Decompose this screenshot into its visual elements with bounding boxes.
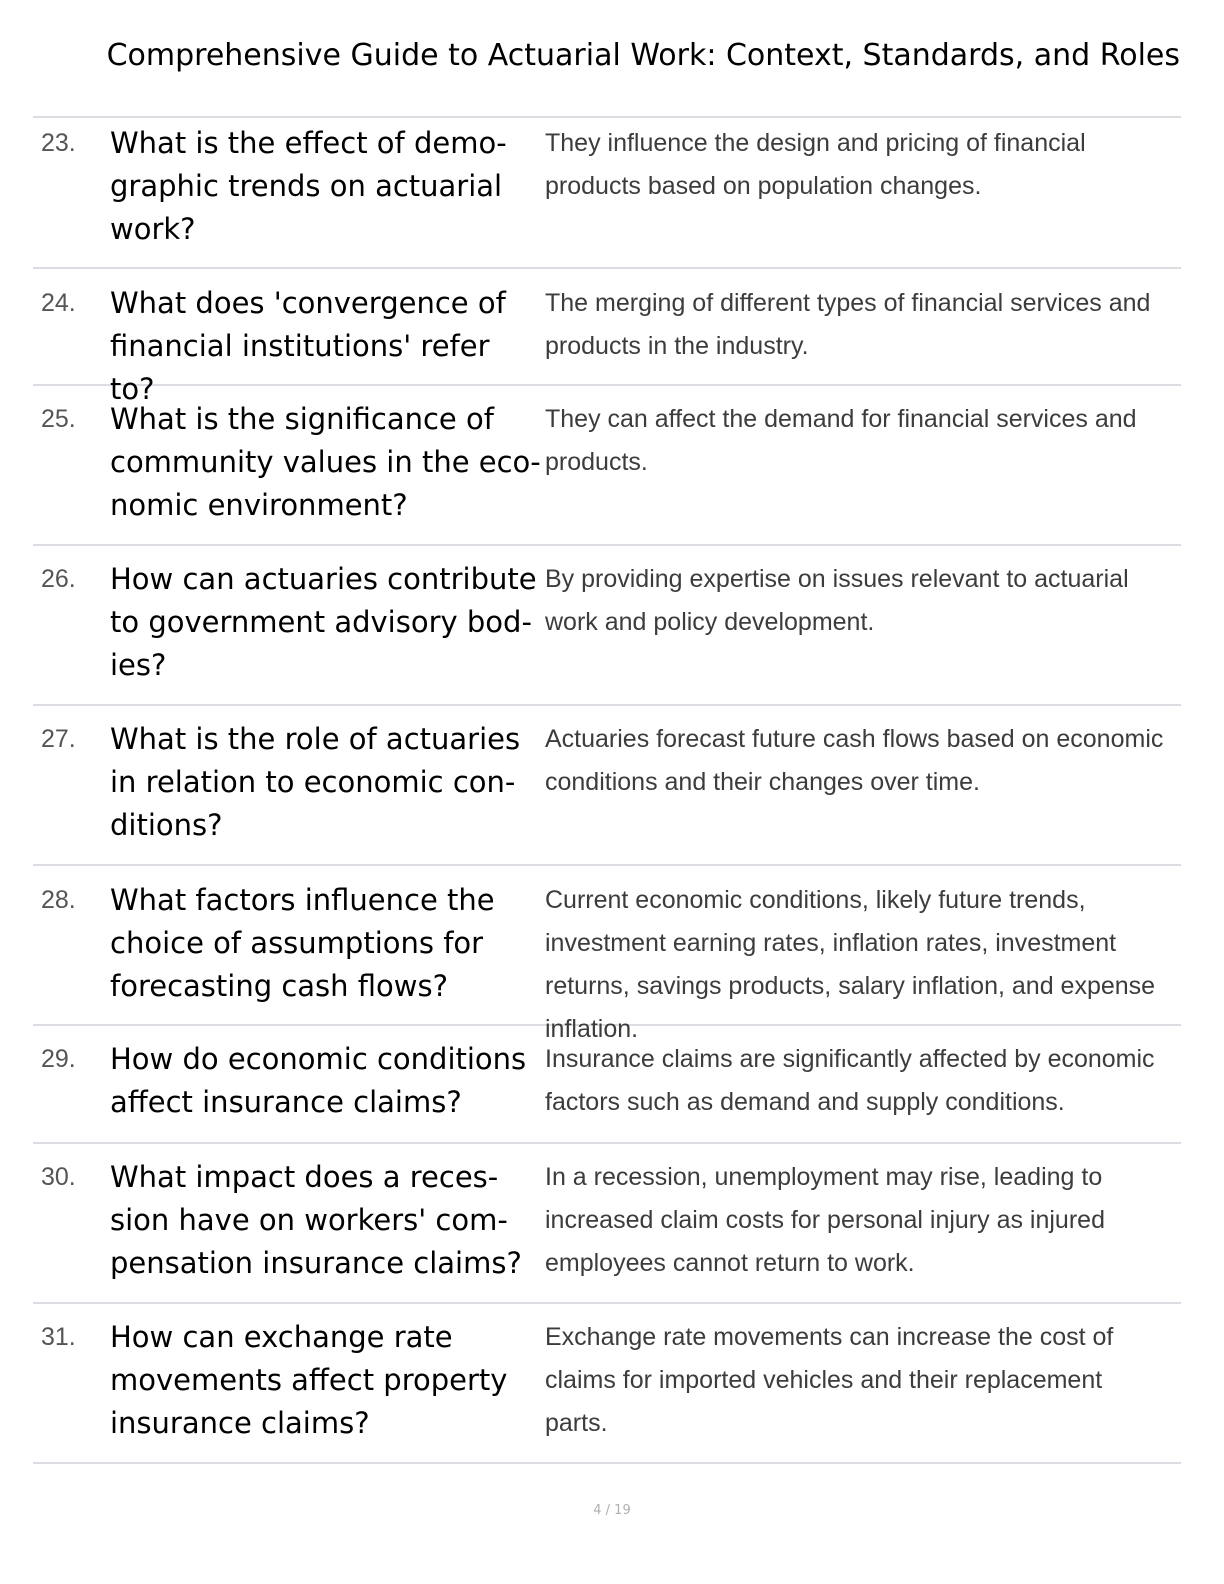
item-number: 23. [41,129,76,157]
answer-text: The merging of different types of financial services and products in the industry. [545,289,1151,360]
item-number: 30. [41,1163,76,1191]
qa-row [33,706,1181,866]
qa-row [33,269,1181,406]
page-number: 4 / 19 [593,1503,631,1518]
item-number: 26. [41,565,76,593]
qa-row [33,546,1181,706]
page-title: Comprehensive Guide to Actuarial Work: Context, Standards, and Roles [106,38,1180,73]
answer-text: They influence the design and pricing of financial products based on population changes. [545,129,1086,200]
answer-text: Actuaries forecast future cash flows based on economic conditions and their changes over time. [545,725,1164,796]
item-number: 31. [41,1323,76,1351]
item-number: 29. [41,1045,76,1073]
answer-text: Exchange rate movements can increase the cost of claims for imported vehicles and their replacement parts. [545,1323,1114,1437]
item-number: 27. [41,725,76,753]
qa-row [33,1304,1181,1464]
item-number: 24. [41,289,76,317]
question-text: How can actuaries contribute to government advisory bodies? [110,562,537,682]
qa-row [33,118,1181,269]
answer-text: They can affect the demand for financial services and products. [545,405,1137,476]
question-text: What does 'convergence of financial institutions' refer to? [110,286,506,406]
answer-text: Current economic conditions, likely future trends, investment earning rates, inflation rates, investment returns, savings products, salary inflation, and expense inflation. [545,886,1156,1043]
question-text: What is the role of actuaries in relation to economic conditions? [110,722,521,842]
qa-row [33,866,1181,1043]
item-number: 28. [41,886,76,914]
answer-text: By providing expertise on issues relevant to actuarial work and policy development. [545,565,1129,636]
question-text: What is the significance of community values in the economic environment? [110,402,541,522]
item-number: 25. [41,405,76,433]
question-text: How do economic conditions affect insurance claims? [110,1042,527,1119]
qa-row [33,1026,1181,1144]
question-text: What factors influence the choice of assumptions for forecasting cash flows? [110,883,495,1003]
qa-row [33,1144,1181,1304]
question-text: What impact does a recession have on workers' compensation insurance claims? [110,1160,522,1280]
answer-text: In a recession, unemployment may rise, leading to increased claim costs for personal injury as injured employees cannot return to work. [545,1163,1105,1277]
qa-row [33,386,1181,546]
question-text: How can exchange rate movements affect property insurance claims? [110,1320,508,1440]
answer-text: Insurance claims are significantly affected by economic factors such as demand and supply conditions. [545,1045,1155,1116]
question-text: What is the effect of demographic trends on actuarial work? [110,126,507,246]
qa-list [33,116,1181,1464]
